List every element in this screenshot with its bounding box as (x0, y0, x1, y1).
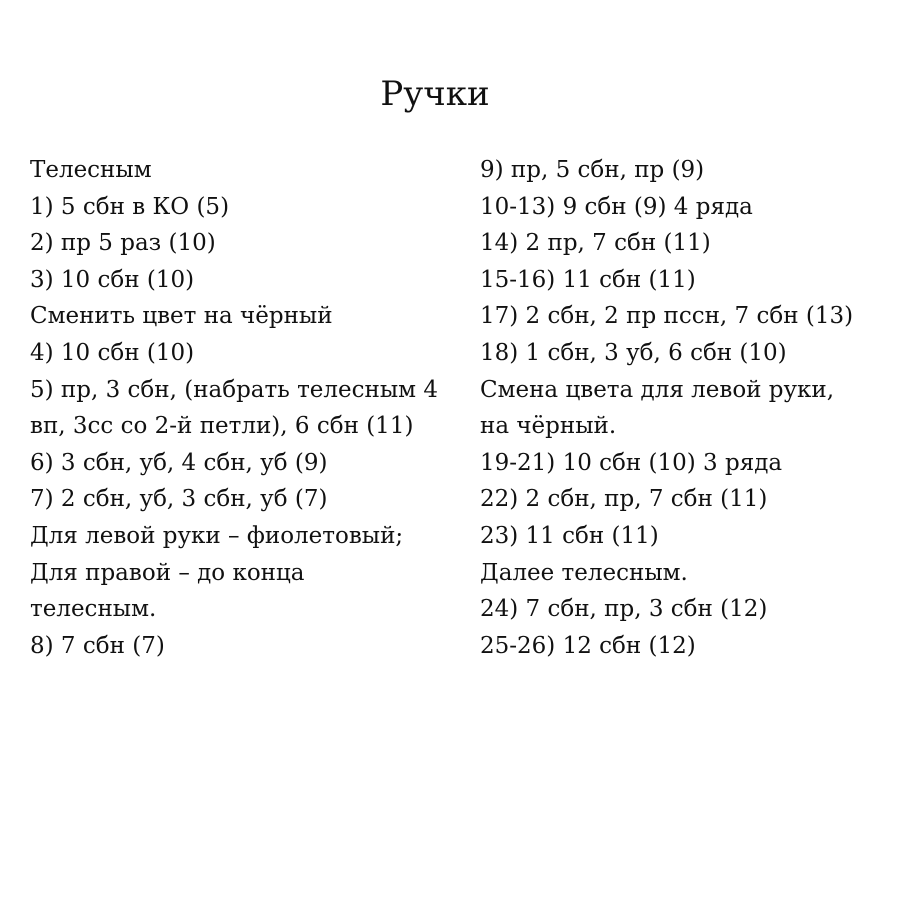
text-line: 19-21) 10 сбн (10) 3 ряда (480, 449, 783, 476)
text-line: 1) 5 сбн в КО (5) (30, 193, 230, 220)
text-line: 17) 2 сбн, 2 пр пссн, 7 сбн (13) (480, 303, 854, 330)
text-line: 4) 10 сбн (10) (30, 339, 195, 366)
text-line: 2) пр 5 раз (10) (30, 230, 216, 257)
text-line: 5) пр, 3 сбн, (набрать телесным 4 (30, 376, 438, 403)
text-line: 3) 10 сбн (10) (30, 266, 195, 293)
text-line: Для левой руки – фиолетовый; (30, 522, 404, 549)
text-line: 25-26) 12 сбн (12) (480, 632, 696, 659)
text-line: на чёрный. (480, 413, 617, 440)
text-line: вп, 3сс со 2-й петли), 6 сбн (11) (30, 413, 414, 440)
text-line: 8) 7 сбн (7) (30, 632, 165, 659)
right-column (480, 152, 890, 664)
text-line: 24) 7 сбн, пр, 3 сбн (12) (480, 596, 768, 623)
text-line: 23) 11 сбн (11) (480, 522, 659, 549)
text-line: Для правой – до конца (30, 559, 305, 586)
page-title: Ручки (380, 74, 490, 114)
text-line: 9) пр, 5 сбн, пр (9) (480, 157, 705, 183)
text-line: Смена цвета для левой руки, (480, 376, 835, 403)
text-line: 7) 2 сбн, уб, 3 сбн, уб (7) (30, 486, 328, 513)
left-column (30, 152, 470, 664)
text-line: 15-16) 11 сбн (11) (480, 266, 696, 293)
text-line: Телесным (30, 157, 152, 183)
text-line: телесным. (30, 596, 157, 623)
text-line: 6) 3 сбн, уб, 4 сбн, уб (9) (30, 449, 328, 476)
text-line: 10-13) 9 сбн (9) 4 ряда (480, 193, 753, 220)
text-line: 22) 2 сбн, пр, 7 сбн (11) (480, 486, 768, 513)
text-line: Сменить цвет на чёрный (30, 303, 333, 330)
text-line: 18) 1 сбн, 3 уб, 6 сбн (10) (480, 339, 787, 366)
text-line: Далее телесным. (480, 559, 688, 586)
text-line: 14) 2 пр, 7 сбн (11) (480, 230, 711, 257)
